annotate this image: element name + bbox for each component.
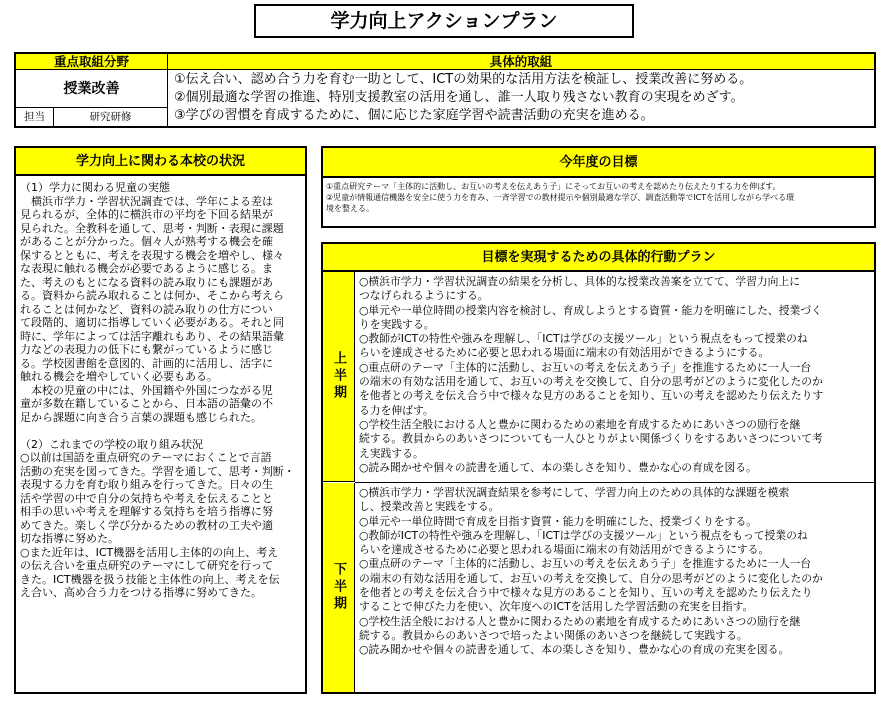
second-half-label: 下半期 xyxy=(331,562,346,613)
plan-line: ○学校生活全般における人と豊かに関わるための素地を育成するためにあいさつの励行を継 xyxy=(359,614,801,628)
focus-owner-label: 担当 xyxy=(16,108,54,126)
focus-detail-item: ③学びの習慣を育成するために、個に応じた家庭学習や読書活動の充実を進める。 xyxy=(174,108,654,123)
status-line: があることが分かった。個々人が熟考する機会を確 xyxy=(20,235,273,248)
status-line: めてきた。楽しく学び分かるための教材の工夫や適 xyxy=(20,518,273,532)
status-line: 切な指導に努めた。 xyxy=(20,532,119,545)
focus-area-value: 授業改善 xyxy=(16,70,168,108)
plan-line: 続する。教員からのあいさつで培ったよい関係のあいさつを継続して実践する。 xyxy=(359,628,748,642)
status-line: 童が多数在籍していることから、日本語の語彙の不 xyxy=(20,397,273,410)
status-line: 力などの表現力の低下にも繋がっているように感じ xyxy=(20,343,273,356)
status-line: ○また近年は、ICT機器を活用し主体的の向上、考え xyxy=(20,545,279,559)
goals-body xyxy=(326,181,872,214)
plan-line: の端末の有効な活用を通して、お互いの考えを交換して、自分の思考がどのように変化したのか xyxy=(359,375,823,389)
status-line: な表現に触れる機会が必要であるように感じる。ま xyxy=(20,262,273,275)
plan-line: つなげられるようにする。 xyxy=(359,289,489,303)
first-half-label-cell xyxy=(323,272,355,482)
focus-detail-item: ①伝え合い、認め合う力を育む一助として、ICTの効果的な活用方法を検証し、授業改善に努める。 xyxy=(174,72,753,87)
status-panel xyxy=(14,146,307,694)
plan-line: を他者との考えを伝え合う中で様々な見方のあることを知り、互いの考えを認めたり伝えたりす xyxy=(359,389,824,403)
goals-line: ②児童が情報通信機器を安全に使う力を育み、一斉学習での教材提示や個別最適な学び、調査活動等でICTを活用しながら学べる環 xyxy=(326,193,795,202)
plan-header: 目標を実現するための具体的行動プラン xyxy=(323,244,874,272)
goals-panel xyxy=(321,146,876,228)
plan-line: ○読み聞かせや個々の読書を通して、本の楽しさを知り、豊かな心の育成の充実を図る。 xyxy=(359,643,790,657)
status-line: （1）学力に関わる児童の実態 xyxy=(20,181,170,194)
plan-line: る力を伸ばす。 xyxy=(359,403,434,417)
goals-line: 境を整える。 xyxy=(326,204,374,213)
plan-line: ○単元や一単位時間の授業内容を検討し、育成しようとする資質・能力を明確にした、授業づく xyxy=(359,303,822,317)
status-line: て段階的、適切に指導していく必要がある。それと同 xyxy=(20,316,284,329)
plan-line: らいを達成させるために必要と思われる場面に端末の有効活用ができるようにする。 xyxy=(359,543,770,557)
first-half-label: 上半期 xyxy=(331,351,346,402)
plan-line: え実践する。 xyxy=(359,446,424,460)
plan-line: ○学校生活全般における人と豊かに関わるための素地を育成するためにあいさつの励行を継 xyxy=(359,417,801,431)
status-line: れることは何かなど、資料の読み取りの仕方につい xyxy=(20,302,273,316)
status-body xyxy=(20,181,302,600)
second-half-body xyxy=(359,486,871,686)
page-title: 学力向上アクションプラン xyxy=(254,4,634,38)
status-line: 本校の児童の中には、外国籍や外国につながる児 xyxy=(20,383,273,397)
status-line: 見られた。全教科を通して、思考・判断・表現に課題 xyxy=(20,221,284,235)
plan-line: することで伸びた力を使い、次年度へのICTを活用した学習活動の充実を目指す。 xyxy=(359,600,754,614)
status-line: る。資料から読み取れることは何か、そこから考えら xyxy=(20,289,284,302)
focus-detail-header: 具体的取組 xyxy=(168,54,874,70)
status-line: 活や学習の中で自分の気持ちや考えを伝えることと xyxy=(20,491,273,505)
plan-line: を他者との考えを伝え合う中で様々な見方のあることを知り、互いの考えを認めたり伝えたり xyxy=(359,586,813,600)
second-half-label-cell xyxy=(323,483,355,692)
plan-panel xyxy=(321,242,876,694)
plan-line: ○読み聞かせや個々の読書を通して、本の楽しさを知り、豊かな心の育成を図る。 xyxy=(359,460,757,474)
first-half-body xyxy=(359,275,871,480)
status-line: た、考えのもとになる資料の読み取りにも課題があ xyxy=(20,275,273,289)
plan-line: ○重点研のテーマ「主体的に活動し、お互いの考えを伝えあう子」を推進するために一人一台 xyxy=(359,557,812,571)
plan-line: りを実践する。 xyxy=(359,317,435,331)
status-line: の伝え合いを重点研究のテーマにして研究を行って xyxy=(20,559,273,572)
status-line: 保するとともに、考えを表現する機会を増やし、様々 xyxy=(20,248,284,262)
plan-line: ○重点研のテーマ「主体的に活動し、お互いの考えを伝えあう子」を推進するために一人一台 xyxy=(359,360,812,374)
status-line: 時に、学年によっては活字離れもあり、その結果語彙 xyxy=(20,329,284,343)
status-line xyxy=(20,424,302,438)
plan-line: ○横浜市学力・学習状況調査結果を参考にして、学習力向上のための具体的な課題を模索 xyxy=(359,486,790,499)
goals-line: ①重点研究テーマ「主体的に活動し、お互いの考えを伝えあう子」にそってお互いの考えを認めたり伝えたりする力を伸ばす。 xyxy=(326,182,781,191)
status-line: 見られるが、全体的に横浜市の平均を下回る結果が xyxy=(20,208,273,221)
plan-line: ○教師がICTの特性や強みを理解し、「ICTは学びの支援ツール」という視点をもって授業のね xyxy=(359,528,808,542)
status-header: 学力向上に関わる本校の状況 xyxy=(16,148,305,176)
status-line: 相手の思いや考えを理解する気持ちを培う指導に努 xyxy=(20,505,273,518)
plan-line: し、授業改善と実践をする。 xyxy=(359,500,500,514)
focus-owner-value: 研究研修 xyxy=(54,108,168,126)
status-line: 表現する力を育む取り組みを行ってきた。日々の生 xyxy=(20,478,273,491)
status-line: 触れる機会を増やしていく必要もある。 xyxy=(20,370,218,383)
status-line: 活動の充実を図ってきた。学習を通して、思考・判断・ xyxy=(20,464,295,478)
focus-table xyxy=(14,52,876,128)
half-divider xyxy=(355,482,874,483)
plan-line: らいを達成させるために必要と思われる場面に端末の有効活用ができるようにする。 xyxy=(359,346,770,360)
focus-detail-list xyxy=(174,71,874,127)
status-line: ○以前は国語を重点研究のテーマにおくことで言語 xyxy=(20,451,272,464)
status-line: 横浜市学力・学習状況調査では、学年による差は xyxy=(20,194,273,208)
status-line: （2）これまでの学校の取り組み状況 xyxy=(20,437,203,451)
goals-header: 今年度の目標 xyxy=(323,148,874,178)
plan-line: ○教師がICTの特性や強みを理解し、「ICTは学びの支援ツール」という視点をもって授業のね xyxy=(359,332,808,346)
plan-line: ○単元や一単位時間で育成を目指す資質・能力を明確にした、授業づくりをする。 xyxy=(359,514,758,528)
status-line: え合い、高め合う力をつける指導に努めてきた。 xyxy=(20,586,262,599)
status-line: 足から課題に向き合う言葉の課題も感じられた。 xyxy=(20,410,262,424)
plan-line: 続する。教員からのあいさつについても一人ひとりがよい関係づくりをするあいさつについて考 xyxy=(359,432,823,446)
status-line: きた。ICT機器を扱う技能と主体性の向上、考えを伝 xyxy=(20,572,280,586)
plan-line: の端末の有効な活用を通して、お互いの考えを交換して、自分の思考がどのように変化したのか xyxy=(359,571,823,585)
plan-line: ○横浜市学力・学習状況調査の結果を分析し、具体的な授業改善案を立てて、学習力向上に xyxy=(359,275,801,288)
status-line: る。学校図書館を意図的、計画的に活用し、活字に xyxy=(20,356,273,370)
focus-area-header: 重点取組分野 xyxy=(16,54,168,70)
focus-detail-item: ②個別最適な学習の推進、特別支援教室の活用を通し、誰一人取り残さない教育の実現をめざす。 xyxy=(174,90,744,105)
